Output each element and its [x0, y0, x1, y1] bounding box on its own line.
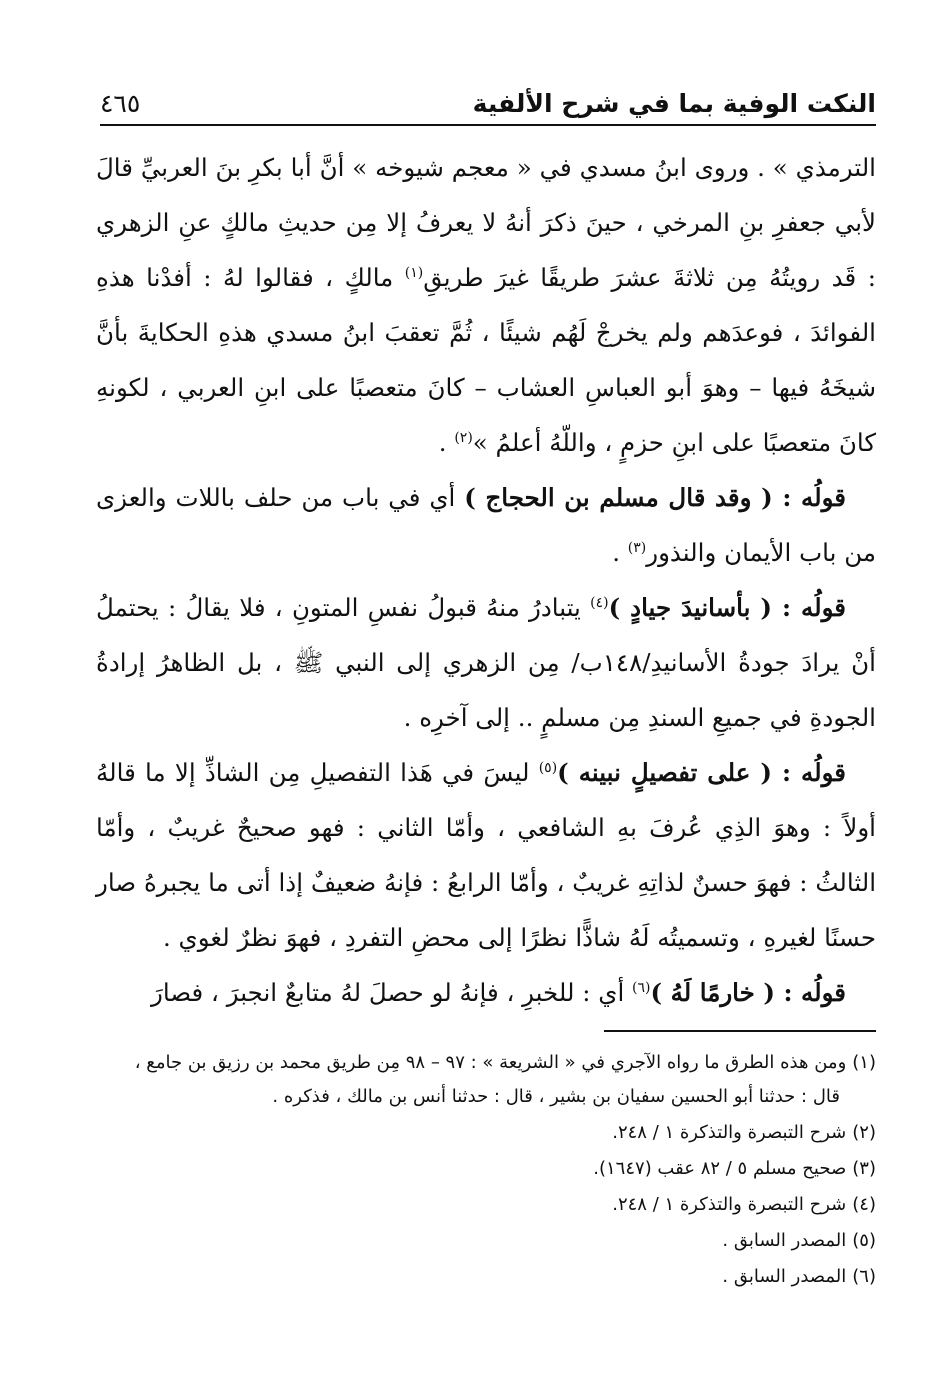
paragraph-text: أي في باب من حلف باللات والعزى من باب الأيمان والنذور — [96, 483, 876, 567]
paragraph-text: أي : للخبرِ ، فإنهُ لو حصلَ لهُ متابعٌ انجبرَ ، فصارَ — [150, 978, 633, 1007]
paragraph-text: . — [438, 428, 455, 457]
footnote-2 — [96, 1116, 876, 1150]
footnote-text: شرح التبصرة والتذكرة ١ / ٢٤٨. — [612, 1194, 847, 1215]
footnote-number: (١) — [852, 1052, 876, 1073]
quoted-phrase: ( وقد قال مسلم بن الحجاج ) — [464, 483, 773, 512]
footnote-ref-4: (٤) — [590, 594, 609, 611]
lead-phrase: قولُه : — [774, 978, 846, 1007]
footnote-number: (٦) — [852, 1266, 876, 1287]
footnotes — [96, 1046, 876, 1296]
page-number: ٤٦٥ — [100, 89, 141, 118]
footnote-ref-1: (١) — [404, 264, 424, 281]
footnote-number: (٥) — [852, 1230, 876, 1251]
paragraph-text: الترمذي » . وروى ابنُ مسدي في « معجم شيوخه » أنَّ أبا بكرِ بنَ العربيِّ قالَ لأبي جعفرِ بنِ المرخي ، حينَ ذكرَ أنهُ لا يعرفُ إلا مِن حديثِ مالكٍ عنِ الزهري : قَد رويتُهُ مِن ثلاثةَ عشرَ طريقًا غيرَ طريقِ — [96, 153, 876, 292]
main-text — [96, 140, 876, 1020]
footnote-3 — [96, 1152, 876, 1186]
running-header — [100, 72, 876, 126]
footnote-number: (٣) — [852, 1158, 876, 1179]
lead-phrase: قولُه : — [772, 758, 846, 787]
footnote-text: ومن هذه الطرق ما رواه الآجري في « الشريعة » : ٩٧ – ٩٨ مِن طريق محمد بن رزيق بن جامع ، — [134, 1052, 847, 1073]
footnote-text: المصدر السابق . — [722, 1230, 847, 1251]
paragraph-2 — [96, 470, 876, 580]
paragraph-text: يتبادرُ منهُ قبولُ نفسِ المتونِ ، فلا يقالُ : يحتملُ أنْ يرادَ جودةُ الأسانيدِ/١٤٨ب/ مِن الزهري إلى النبي ﷺ ، بل الظاهرُ إرادةُ الجودةِ في جميعِ السندِ مِن مسلمٍ .. إلى آخرِه . — [96, 593, 876, 732]
footnote-number: (٢) — [852, 1122, 876, 1143]
footnote-6 — [96, 1260, 876, 1294]
lead-phrase: قولُه : — [772, 483, 847, 512]
footnote-number: (٤) — [852, 1194, 876, 1215]
lead-phrase: قولُه : — [772, 593, 847, 622]
footnote-5 — [96, 1224, 876, 1258]
footnote-text: صحيح مسلم ٥ / ٨٢ عقب (١٦٤٧). — [593, 1158, 847, 1179]
footnote-continuation: قال : حدثنا أبو الحسين سفيان بن بشير ، قال : حدثنا أنس بن مالك ، فذكره . — [272, 1086, 840, 1107]
footnote-ref-6: (٦) — [632, 979, 651, 996]
quoted-phrase: ( على تفصيلٍ نبينه ) — [557, 758, 772, 787]
footnote-4 — [96, 1188, 876, 1222]
footnote-divider — [604, 1030, 876, 1032]
footnote-ref-3: (٣) — [627, 539, 647, 556]
paragraph-5 — [96, 965, 876, 1020]
footnote-text: المصدر السابق . — [722, 1266, 847, 1287]
footnote-ref-2: (٢) — [454, 429, 473, 446]
paragraph-1 — [96, 140, 876, 470]
footnote-text: شرح التبصرة والتذكرة ١ / ٢٤٨. — [612, 1122, 847, 1143]
footnote-1 — [96, 1046, 876, 1114]
paragraph-text: ليسَ في هَذا التفصيلِ مِن الشاذِّ إلا ما قالهُ أولاً : وهوَ الذِي عُرفَ بهِ الشافعي ، وأمّا الثاني : فهو صحيحٌ غريبٌ ، وأمّا الثالثُ : فهوَ حسنٌ لذاتِهِ غريبٌ ، وأمّا الرابعُ : فإنهُ ضعيفٌ إذا أتى ما يجبرهُ صار حسنًا لغيرهِ ، وتسميتُه لَهُ شاذًّا نظرًا إلى محضِ التفردِ ، فهوَ نظرٌ لغوي . — [96, 758, 876, 952]
book-title: النكت الوفية بما في شرح الألفية — [472, 89, 876, 118]
paragraph-3 — [96, 580, 876, 745]
quoted-phrase: ( بأسانيدَ جيادٍ ) — [608, 593, 773, 622]
footnote-ref-5: (٥) — [538, 759, 558, 776]
paragraph-text: . — [612, 538, 628, 567]
paragraph-4 — [96, 745, 876, 965]
quoted-phrase: ( خارمًا لَهُ ) — [650, 978, 775, 1007]
paragraph-text: مالكٍ ، فقالوا لهُ : أفدْنا هذهِ الفوائدَ ، فوعدَهم ولم يخرجْ لَهُم شيئًا ، ثُمَّ تعقبَ ابنُ مسدي هذهِ الحكايةَ بأنَّ شيخَهُ فيها – وهوَ أبو العباسِ العشاب – كانَ متعصبًا على ابنِ العربي ، لكونهِ كانَ متعصبًا على ابنِ حزمٍ ، واللّهُ أعلمُ » — [96, 263, 876, 457]
